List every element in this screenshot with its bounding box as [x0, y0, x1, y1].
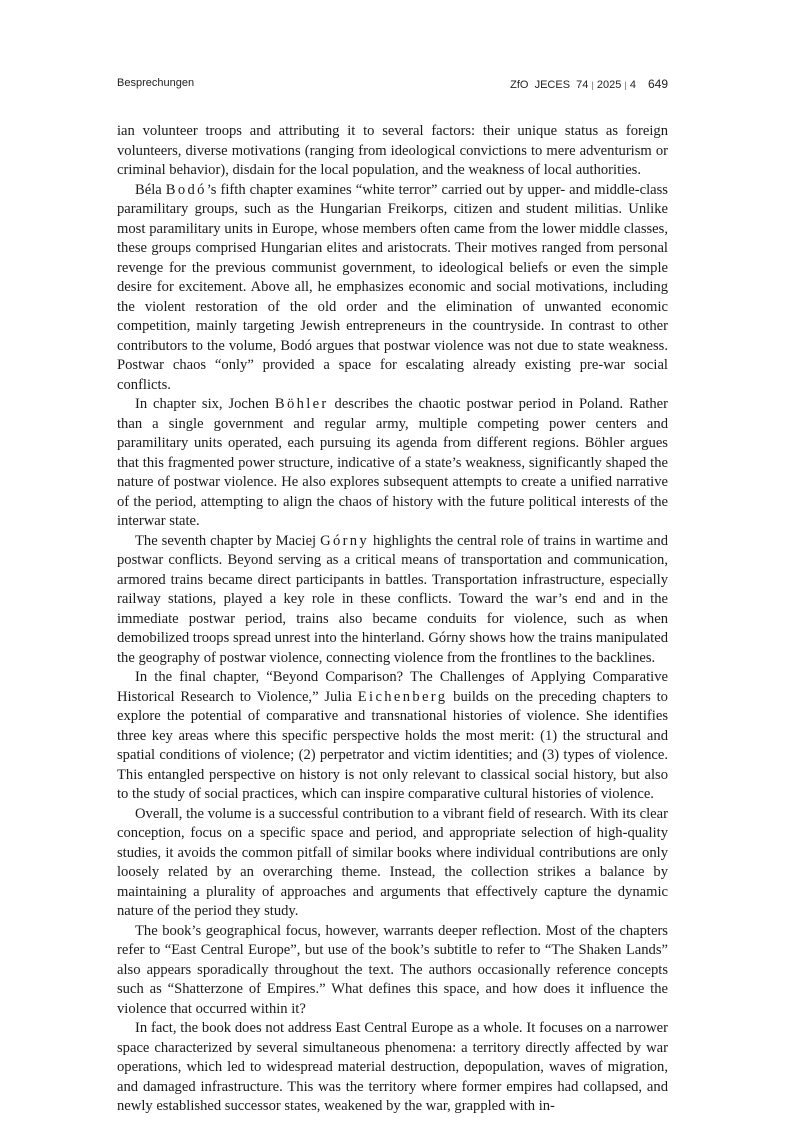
author-name: Eichenberg [357, 688, 448, 705]
paragraph-text: describes the chaotic postwar period in Poland. Rather than a single government and regular army, multiple competing power centers and paramilitary units operated, each pursuing its agenda from different regions. Böhler argues that this fragmented power structure, indicative of a state’s weakness, significantly shaped the nature of postwar violence. He also explores subsequent attempts to create a unified narrative of the period, attempting to align the chaos of history with the future political interests of the interwar state. [117, 396, 668, 529]
separator: | [591, 80, 594, 90]
author-name: Górny [320, 532, 370, 549]
paragraph-text: The book’s geographical focus, however, warrants deeper reflection. Most of the chapters refer to “East Central Europe”, but use of the book’s subtitle to refer to “The Shaken Lands” also appears sporadically throughout the text. The authors occasionally reference concepts such as “Shatterzone of Empires.” What defines this space, and how does it influence the violence that occurred within it? [117, 922, 668, 1017]
paragraph [117, 1019, 668, 1117]
paragraph [117, 805, 668, 922]
paragraph-text: highlights the central role of trains in wartime and postwar conflicts. Beyond serving as a critical means of transportation and communication, armored trains became direct participants in battles. Transportation infrastructure, especially railway stations, played a key role in these conflicts. Toward the war’s end and in the immediate postwar period, trains also became conduits for violence, such as when demobilized troops spread unrest into the hinterland. Górny shows how the trains manipulated the geography of postwar violence, connecting violence from the frontlines to the backlines. [117, 532, 668, 666]
paragraph-text: In chapter six, Jochen [135, 396, 275, 412]
running-head [117, 77, 668, 93]
paragraph-text: Overall, the volume is a successful contribution to a vibrant field of research. With its clear conception, focus on a specific space and period, and appropriate selection of high-quality studies, it avoids the common pitfall of similar books where individual contributions are only loosely related by an overarching theme. Instead, the collection strikes a balance by maintaining a plurality of approaches and arguments that effectively capture the dynamic nature of the period they study. [117, 805, 668, 919]
paragraph-text: The seventh chapter by Maciej [135, 532, 321, 549]
paragraph [117, 922, 668, 1020]
paragraph [117, 122, 668, 181]
section-title: Besprechungen [117, 77, 195, 89]
author-name: Böhler [274, 396, 329, 412]
author-name: Bodó [165, 181, 207, 198]
journal-name: ZfO [510, 79, 529, 91]
paragraph [117, 668, 668, 805]
year: 2025 [596, 79, 622, 91]
paragraph-text: ’s fifth chapter examines “white terror” carried out by upper- and middle-class paramilitary groups, such as the Hungarian Freikorps, citizen and student militias. Unlike most paramilitary units in Europe, whose members often came from the lower middle classes, these groups comprised Hungarian elites and aristocrats. Their motives ranged from personal revenge for the previous communist government, to ideological beliefs or even the simple desire for excitement. Above all, he emphasizes economic and social motivations, including the violent restoration of the old order and the elimination of unwanted economic competition, mainly targeting Jewish entrepreneurs in the countryside. In contrast to other contributors to the volume, Bodó argues that postwar violence was not due to state weakness. Postwar chaos “only” provided a space for escalating already existing pre-war social conflicts. [117, 181, 668, 393]
paragraph [117, 532, 668, 669]
review-body [117, 122, 668, 1117]
journal-series: JECES [534, 79, 571, 91]
paragraph-text: In fact, the book does not address East Central Europe as a whole. It focuses on a narrower space characterized by several simultaneous phenomena: a territory directly affected by war operations, which led to widespread material destruction, depopulation, waves of migration, and damaged infrastructure. This was the territory where former empires had collapsed, and newly established successor states, weakened by the war, grappled with in- [117, 1020, 668, 1114]
page-number: 649 [647, 77, 668, 91]
journal-citation [510, 77, 668, 91]
paragraph [117, 395, 668, 532]
paragraph-text: In the final chapter, “Beyond Comparison? The Challenges of Applying Comparative Historical Research to Violence,” Julia [117, 669, 668, 705]
paragraph-text: Béla [135, 181, 166, 198]
paragraph-text: ian volunteer troops and attributing it to several factors: their unique status as foreign volunteers, diverse motivations (ranging from ideological convictions to mere adventurism or criminal behavior), disdain for the local population, and the weakness of local authorities. [117, 123, 668, 178]
paragraph [117, 181, 668, 396]
separator: | [624, 80, 627, 90]
paragraph-text: builds on the preceding chapters to explore the potential of comparative and transnational histories of violence. She identifies three key areas where this specific perspective holds the most merit: (1) the structural and spatial conditions of violence; (2) perpetrator and victim identities; and (3) types of violence. This entangled perspective on history is not only relevant to classical social history, but also to the study of social practices, which can inspire comparative cultural histories of violence. [117, 688, 668, 802]
issue-number: 4 [629, 79, 636, 91]
volume-number: 74 [576, 79, 589, 91]
